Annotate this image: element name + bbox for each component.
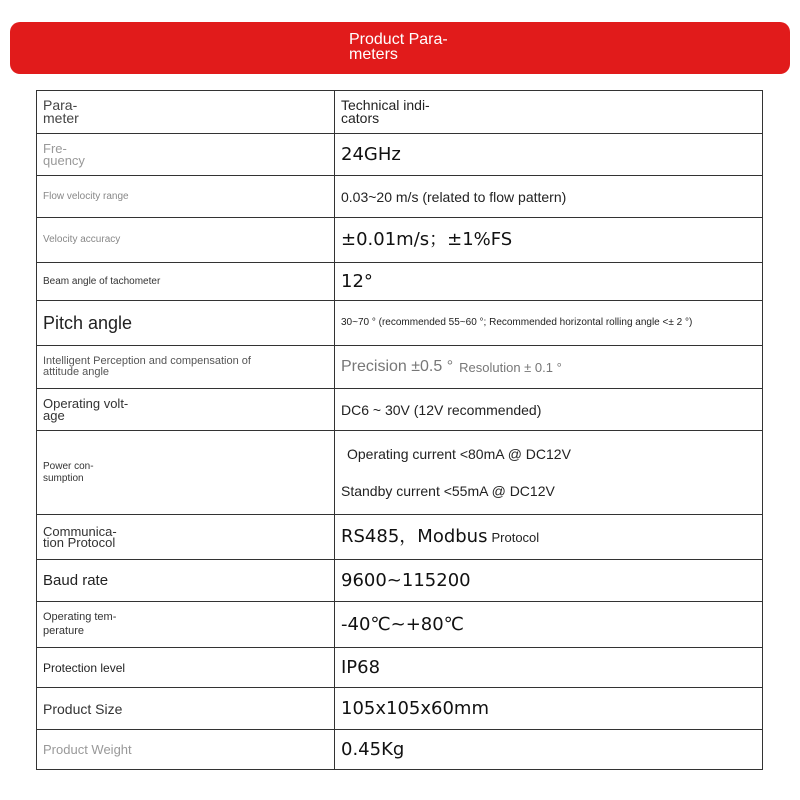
banner-title: Product Para- meters xyxy=(349,31,448,63)
param-value-secondary: Resolution ± 0.1 ° xyxy=(459,359,562,375)
param-label: Intelligent Perception and compensation of attitude angle xyxy=(43,355,251,378)
param-value: 30~70 ° (recommended 55~60 °; Recommended horizontal rolling angle <± 2 °) xyxy=(341,317,693,328)
param-label: Baud rate xyxy=(43,572,109,589)
table-row xyxy=(37,688,762,730)
param-label: Operating tem- perature xyxy=(43,611,117,637)
param-value: Precision ±0.5 ° xyxy=(341,358,454,375)
param-label: Communica- tion Protocol xyxy=(43,523,117,550)
param-value: -40℃~+80℃ xyxy=(341,613,464,635)
table-header-row xyxy=(37,91,762,134)
header-parameter: Para- meter xyxy=(43,96,79,126)
param-label: Velocity accuracy xyxy=(43,234,121,245)
param-label: Power con- sumption xyxy=(43,460,94,484)
table-row xyxy=(37,648,762,688)
param-label: Operating volt- age xyxy=(43,396,129,423)
table-row xyxy=(37,730,762,769)
param-value: DC6 ~ 30V (12V recommended) xyxy=(341,401,542,418)
table-row xyxy=(37,218,762,263)
param-value: 9600~115200 xyxy=(341,569,471,591)
param-value: ±0.01m/s；±1%FS xyxy=(341,229,513,250)
param-value: IP68 xyxy=(341,656,381,678)
table-row xyxy=(37,176,762,218)
header-banner xyxy=(10,22,790,74)
param-label: Product Size xyxy=(43,700,123,717)
table-row xyxy=(37,346,762,389)
param-value: Operating current <80mA @ DC12V xyxy=(347,445,571,462)
table-row xyxy=(37,560,762,602)
param-value: 105x105x60mm xyxy=(341,697,489,719)
param-label: Beam angle of tachometer xyxy=(43,275,161,287)
param-value: 24GHz xyxy=(341,143,401,165)
param-label: Product Weight xyxy=(43,742,132,757)
table-row xyxy=(37,301,762,346)
table-row xyxy=(37,431,762,515)
param-value: 12° xyxy=(341,270,373,292)
table-row xyxy=(37,263,762,301)
param-label: Fre- quency xyxy=(43,140,85,168)
table-row xyxy=(37,602,762,648)
param-label: Flow velocity range xyxy=(43,190,129,202)
header-technical-indicators: Technical indi- cators xyxy=(341,96,430,126)
param-value: RS485，Modbus xyxy=(341,526,488,547)
param-value: 0.03~20 m/s (related to flow pattern) xyxy=(341,188,567,205)
param-value: 0.45Kg xyxy=(341,738,405,760)
table-row xyxy=(37,515,762,560)
table-row xyxy=(37,389,762,431)
param-label: Pitch angle xyxy=(43,313,133,333)
param-value-secondary: Standby current <55mA @ DC12V xyxy=(341,483,555,500)
param-value-secondary: Protocol xyxy=(491,529,540,545)
param-label: Protection level xyxy=(43,660,126,675)
parameters-table xyxy=(36,90,763,770)
table-row xyxy=(37,134,762,176)
